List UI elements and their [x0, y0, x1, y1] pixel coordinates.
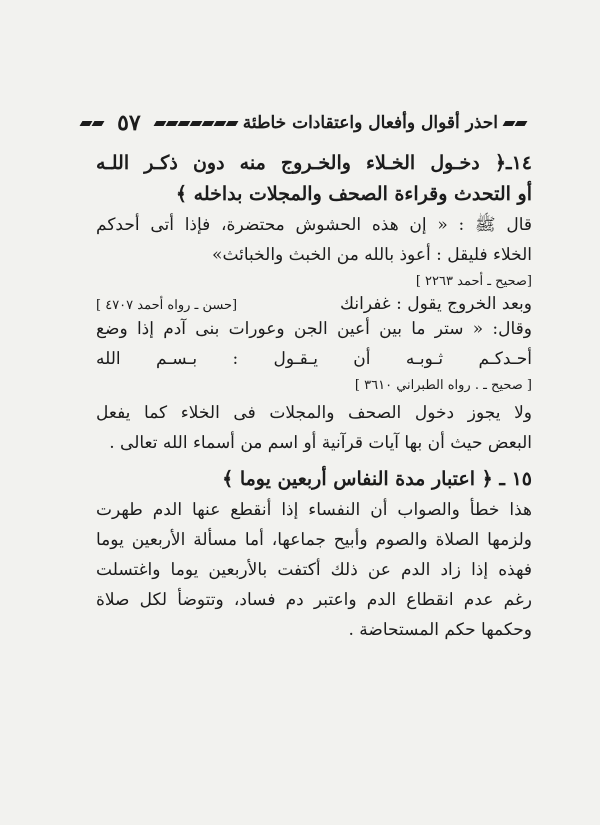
- header-ornament-left: [81, 121, 103, 126]
- exit-dua-text: وبعد الخروج يقول : غفرانك: [340, 294, 532, 314]
- hadith-1-reference: [صحيح ـ أحمد ٢٢٦٣ ]: [415, 274, 532, 289]
- section-15-line: ولزمها الصلاة والصوم وأبيح جماعها، أما مسألة الأربعين يوما: [96, 530, 532, 550]
- hadith-2-reference: [ صحيح ـ . رواه الطبراني ٣٦١٠ ]: [354, 378, 532, 393]
- exit-dua-line: [96, 294, 532, 314]
- hadith-2-line1: وقال: « ستر ما بين أعين الجن وعورات بنى آدم إذا وضع: [96, 319, 532, 339]
- exit-dua-reference: [حسن ـ رواه أحمد ٤٧٠٧ ]: [96, 298, 238, 313]
- header-ornament-right: [504, 121, 526, 126]
- page-content: [96, 108, 532, 645]
- section-15-line: هذا خطأ والصواب أن النفساء إذا أنقطع عنها الدم طهرت: [96, 500, 532, 520]
- section-14-heading-line1: ١٤ـ﴿ دخـول الخـلاء والخـروج منه دون ذكـر اللـه: [96, 152, 532, 174]
- header-title: احذر أقوال وأفعال واعتقادات خاطئة: [242, 113, 498, 133]
- section-15-line: رغم عدم انقطاع الدم واعتبر دم فساد، وتتوضأ لكل صلاة: [96, 590, 532, 610]
- section-15-line: وحكمها حكم المستحاضة .: [348, 620, 532, 640]
- section-15: [96, 464, 532, 645]
- section-15-line: فهذه إذا زاد الدم عن ذلك أكتفت بالأربعين يوما واغتسلت: [96, 560, 532, 580]
- section-14: [96, 148, 532, 458]
- section-14-paragraph-line1: ولا يجوز دخول الصحف والمجلات فى الخلاء كما يفعل: [96, 403, 532, 423]
- hadith-1-line1: قال ﷺ : « إن هذه الحشوش محتضرة، فإذا أتى أحدكم: [96, 215, 532, 235]
- hadith-2-line2: أحـدكـم ثـوبـه أن يـقـول : بـسـم الله: [96, 349, 532, 369]
- section-14-paragraph-line2: البعض حيث أن بها آيات قرآنية أو اسم من أسماء الله تعالى .: [109, 433, 532, 453]
- section-14-heading-line2: أو التحدث وقراءة الصحف والمجلات بداخله ﴾: [175, 183, 532, 205]
- page-number: ٥٧: [117, 110, 141, 136]
- header-ornament-middle: [155, 121, 237, 126]
- running-header: [96, 108, 532, 138]
- hadith-1-line2: الخلاء فليقل : أعوذ بالله من الخبث والخبائث»: [212, 245, 532, 265]
- section-15-heading: ١٥ ـ ﴿ اعتبار مدة النفاس أربعين يوما ﴾: [222, 468, 532, 490]
